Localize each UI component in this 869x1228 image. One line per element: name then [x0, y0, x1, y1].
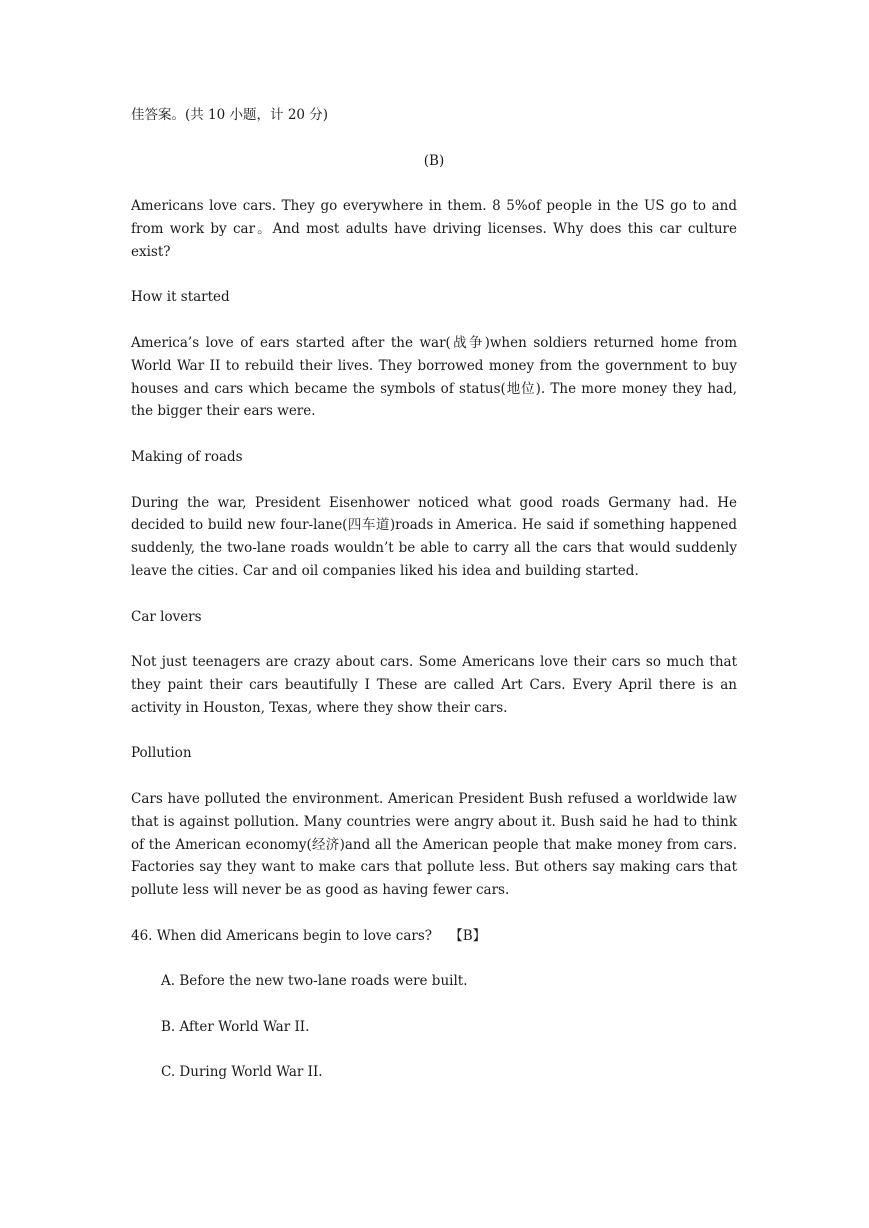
question-46 [131, 925, 737, 948]
document-page [131, 104, 737, 1084]
heading-pollution: Pollution [131, 745, 192, 762]
question-answer: 【B】 [449, 927, 487, 944]
paragraph-pollution: Cars have polluted the environment. American President Bush refused a worldwide law that is against pollution. Many countries were angry about it. Bush said he had to think of the American economy(经济)and all the American people that make money from cars. Factories say they want to make cars that pollute less. But others say making cars that pollute less will never be as good as having fewer cars. [131, 790, 737, 899]
heading-how-it-started: How it started [131, 289, 230, 306]
option-b: B. After World War II. [161, 1018, 310, 1035]
heading-car-lovers: Car lovers [131, 608, 202, 625]
header-line: 佳答案。(共 10 小题，计 20 分) [131, 107, 329, 123]
paragraph-car-lovers: Not just teenagers are crazy about cars. Some Americans love their cars so much that they paint their cars beautifully I These are called Art Cars. Every April there is an activity in Houston, Texas, where they show their cars. [131, 654, 737, 716]
intro-paragraph: Americans love cars. They go everywhere in them. 8 5%of people in the US go to and from work by car。And most adults have driving licenses. Why does this car culture exist? [131, 198, 737, 260]
paragraph-history: America’s love of ears started after the war(战争)when soldiers returned home from World War II to rebuild their lives. They borrowed money from the government to buy houses and cars which became the symbols of status(地位). The more money they had, the bigger their ears were. [131, 334, 737, 420]
section-label: (B) [423, 152, 445, 169]
heading-making-of-roads: Making of roads [131, 448, 243, 465]
option-a: A. Before the new two-lane roads were built. [161, 973, 468, 990]
paragraph-roads: During the war, President Eisenhower noticed what good roads Germany had. He decided to build new four-lane(四车道)roads in America. He said if something happened suddenly, the two-lane roads wouldn’t be able to carry all the cars that would suddenly leave the cities. Car and oil companies liked his idea and building started. [131, 494, 737, 579]
option-c: C. During World War II. [161, 1064, 323, 1081]
question-text: 46. When did Americans begin to love cars? [131, 927, 433, 944]
